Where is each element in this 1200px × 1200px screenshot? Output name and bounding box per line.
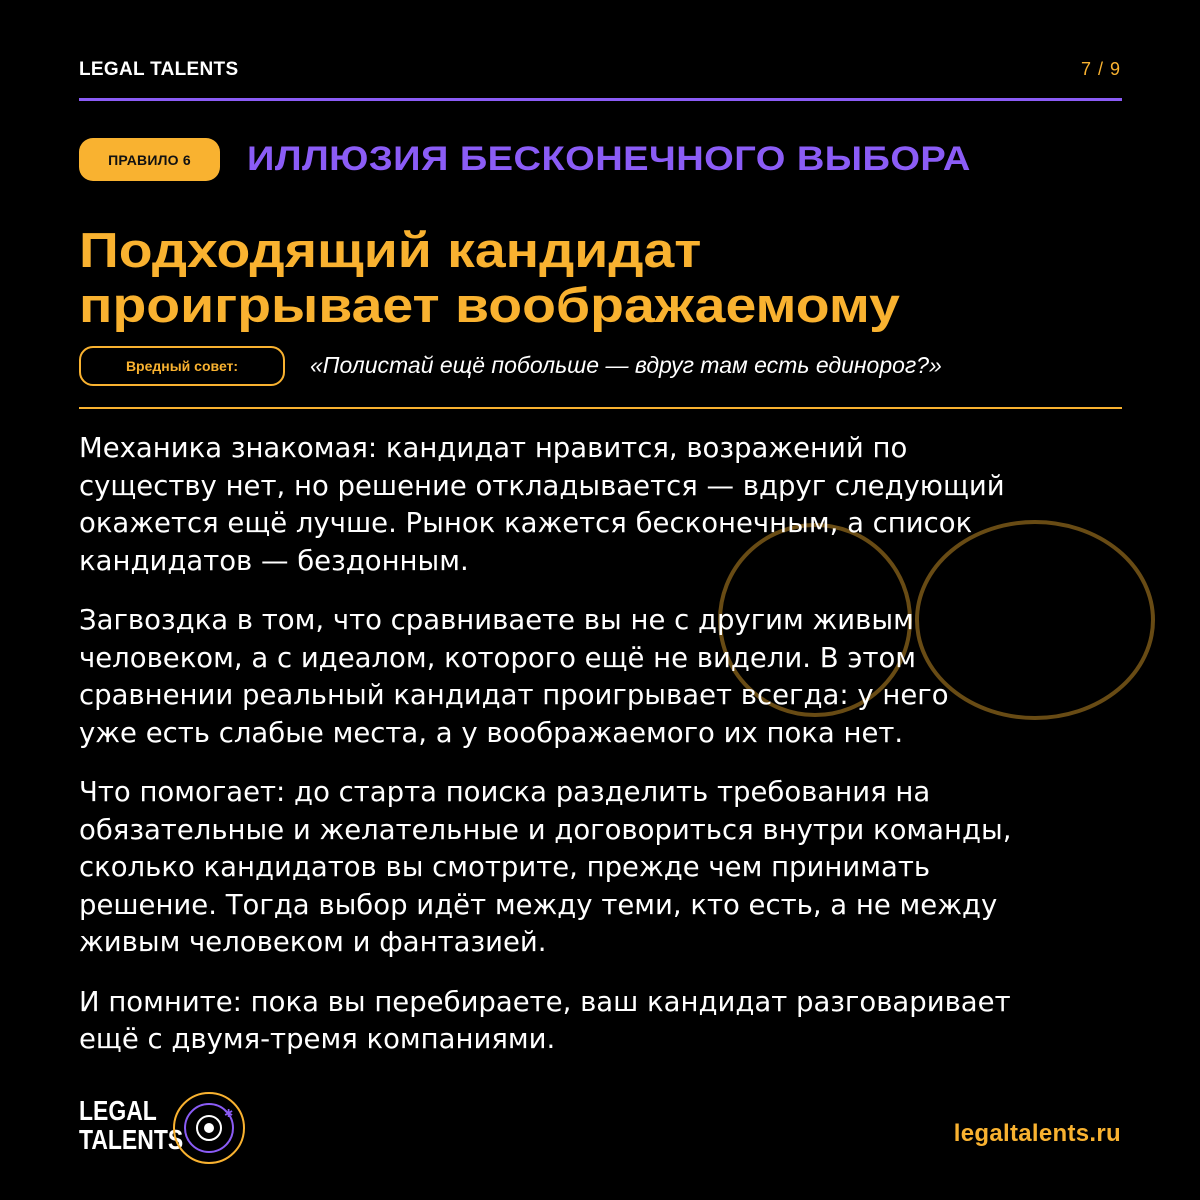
logo-line: LEGAL [79, 1095, 157, 1126]
body-line: Загвоздка в том, что сравниваете вы не с другим живым [79, 604, 914, 636]
body-line: сравнении реальный кандидат проигрывает всегда: у него [79, 679, 949, 711]
body-paragraph [79, 602, 1139, 752]
body-paragraph [79, 430, 1139, 580]
body-line: живым человеком и фантазией. [79, 926, 547, 958]
website-link[interactable]: legaltalents.ru [953, 1120, 1121, 1147]
body-paragraph [79, 984, 1139, 1059]
rule-title: ИЛЛЮЗИЯ БЕСКОНЕЧНОГО ВЫБОРА [247, 140, 971, 178]
headline [79, 224, 1200, 334]
body-line: человеком, а с идеалом, которого ещё не видели. В этом [79, 641, 917, 674]
body-line: Что помогает: до старта поиска разделить требования на [79, 776, 931, 808]
body-line: ещё с двумя-тремя компаниями. [79, 1023, 556, 1055]
body-line: кандидатов — бездонным. [79, 544, 469, 577]
orbit-icon [171, 1090, 247, 1166]
tip-label-badge: Вредный совет: [79, 346, 285, 386]
logo-line: TALENTS [79, 1124, 184, 1155]
body-line: Механика знакомая: кандидат нравится, возражений по [79, 432, 908, 464]
body-line: решение. Тогда выбор идёт между теми, кто есть, а не между [79, 888, 998, 921]
body-paragraph [79, 774, 1139, 962]
rule-number-badge: ПРАВИЛО 6 [79, 138, 220, 181]
body-line: существу нет, но решение откладывается — вдруг следующий [79, 469, 1005, 502]
logo-wordmark [79, 1095, 184, 1155]
svg-text:✱: ✱ [224, 1107, 234, 1120]
body-line: сколько кандидатов вы смотрите, прежде чем принимать [79, 851, 931, 883]
body-line: окажется ещё лучше. Рынок кажется бесконечным, а список [79, 507, 973, 539]
body-text [79, 430, 1139, 1081]
headline-line: Подходящий кандидат [79, 224, 702, 278]
body-line: обязательные и желательные и договориться внутри команды, [79, 813, 1012, 846]
tip-quote: «Полистай ещё побольше — вдруг там есть единорог?» [310, 352, 942, 378]
page-counter: 7 / 9 [1080, 59, 1121, 79]
section-divider [79, 407, 1122, 409]
body-line: И помните: пока вы перебираете, ваш кандидат разговаривает [79, 985, 1011, 1018]
headline-line: проигрывает воображаемому [79, 279, 900, 333]
footer-logo [79, 1095, 234, 1155]
top-divider [79, 98, 1122, 101]
body-line: уже есть слабые места, а у воображаемого их пока нет. [79, 716, 904, 749]
brand-name: LEGAL TALENTS [79, 59, 239, 80]
